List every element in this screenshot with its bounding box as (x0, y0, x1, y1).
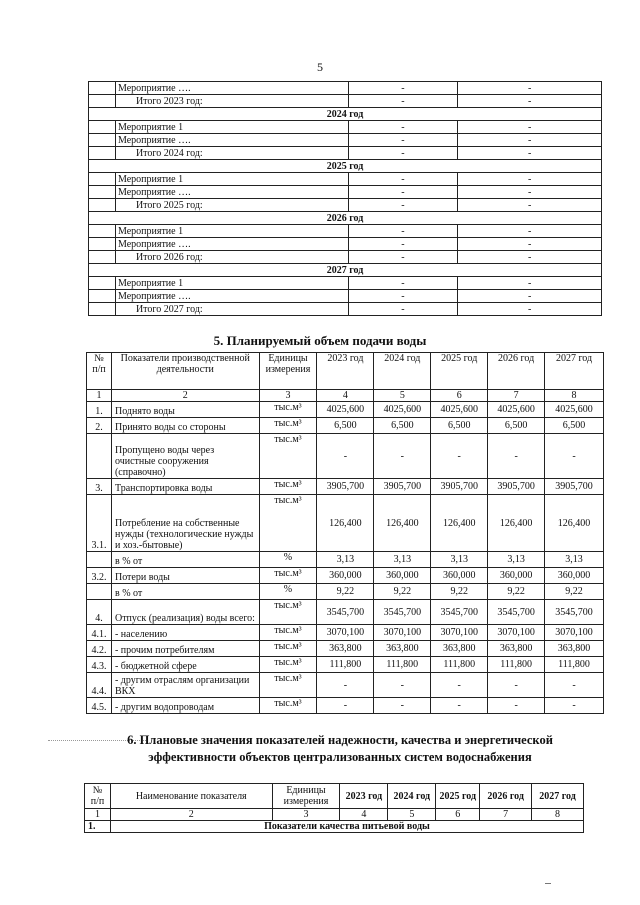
row-value: 360,000 (374, 568, 431, 584)
row-unit: тыс.м³ (259, 568, 317, 584)
schedule-cell-num (89, 173, 116, 186)
row-value: 3,13 (431, 552, 488, 568)
row-value: - (317, 673, 374, 698)
schedule-value: - (458, 186, 602, 199)
row-value: 111,800 (317, 657, 374, 673)
row-value: 3070,100 (545, 625, 604, 641)
column-index: 1 (85, 809, 111, 821)
row-value: - (545, 434, 604, 479)
schedule-value: - (458, 277, 602, 290)
row-value: - (317, 434, 374, 479)
index-row (87, 390, 604, 402)
column-header: 2026 год (480, 784, 532, 809)
schedule-row (89, 82, 602, 95)
row-value: 3545,700 (374, 600, 431, 625)
year-heading: 2026 год (89, 212, 602, 225)
section5-title: 5. Планируемый объем подачи воды (213, 333, 427, 348)
schedule-row (89, 264, 602, 277)
row-value: - (431, 698, 488, 714)
schedule-row (89, 251, 602, 264)
row-value: 360,000 (545, 568, 604, 584)
schedule-row (89, 303, 602, 316)
column-header: 2025 год (431, 353, 488, 390)
column-header: № п/п (85, 784, 111, 809)
row-value: 363,800 (374, 641, 431, 657)
column-header: 2023 год (317, 353, 374, 390)
schedule-row (89, 134, 602, 147)
row-value: 3070,100 (488, 625, 545, 641)
schedule-value: - (348, 121, 458, 134)
column-header: 2024 год (388, 784, 436, 809)
row-value: 363,800 (488, 641, 545, 657)
table-row (87, 568, 604, 584)
schedule-value: - (348, 173, 458, 186)
schedule-item-name: Мероприятие …. (115, 290, 348, 303)
row-name: - другим водопроводам (111, 698, 259, 714)
schedule-value: - (458, 290, 602, 303)
column-index: 4 (340, 809, 388, 821)
schedule-cell-num (89, 238, 116, 251)
schedule-cell-num (89, 95, 116, 108)
schedule-total-label: Итого 2026 год: (115, 251, 348, 264)
row-group-title: Показатели качества питьевой воды (110, 821, 583, 833)
row-unit: тыс.м³ (259, 479, 317, 495)
schedule-value: - (458, 303, 602, 316)
row-value: 3905,700 (545, 479, 604, 495)
row-name: Поднято воды (111, 402, 259, 418)
schedule-row (89, 160, 602, 173)
row-unit: тыс.м³ (259, 625, 317, 641)
column-index: 6 (436, 809, 480, 821)
table-row (87, 641, 604, 657)
row-unit: тыс.м³ (259, 657, 317, 673)
row-unit: тыс.м³ (259, 600, 317, 625)
row-value: 111,800 (431, 657, 488, 673)
schedule-cell-num (89, 303, 116, 316)
schedule-item-name: Мероприятие 1 (115, 277, 348, 290)
header-row (85, 784, 584, 809)
row-unit: тыс.м³ (259, 641, 317, 657)
row-value: 9,22 (317, 584, 374, 600)
row-number (87, 434, 112, 479)
row-number: 4.1. (87, 625, 112, 641)
row-unit: тыс.м³ (259, 418, 317, 434)
schedule-row (89, 121, 602, 134)
row-value: - (545, 698, 604, 714)
row-number: 4. (87, 600, 112, 625)
row-name: - населению (111, 625, 259, 641)
row-value: 3905,700 (317, 479, 374, 495)
row-value: 111,800 (545, 657, 604, 673)
table-row (87, 584, 604, 600)
schedule-value: - (458, 251, 602, 264)
schedule-item-name: Мероприятие 1 (115, 225, 348, 238)
table-row (87, 434, 604, 479)
table-row (87, 402, 604, 418)
column-header: 2025 год (436, 784, 480, 809)
row-number (87, 584, 112, 600)
row-unit: % (259, 552, 317, 568)
row-value: 9,22 (431, 584, 488, 600)
schedule-row (89, 199, 602, 212)
schedule-cell-num (89, 121, 116, 134)
row-value: 9,22 (488, 584, 545, 600)
column-header: Наименование показателя (110, 784, 272, 809)
schedule-row (89, 277, 602, 290)
schedule-cell-num (89, 199, 116, 212)
row-value: 4025,600 (317, 402, 374, 418)
row-value: 6,500 (317, 418, 374, 434)
row-number: 3.1. (87, 495, 112, 552)
row-value: 6,500 (545, 418, 604, 434)
schedule-value: - (458, 238, 602, 251)
row-value: 3,13 (545, 552, 604, 568)
row-unit: тыс.м³ (259, 673, 317, 698)
schedule-item-name: Мероприятие 1 (115, 121, 348, 134)
row-value: 3,13 (374, 552, 431, 568)
schedule-cell-num (89, 186, 116, 199)
row-value: 363,800 (431, 641, 488, 657)
schedule-row (89, 225, 602, 238)
row-value: 363,800 (545, 641, 604, 657)
row-number: 4.4. (87, 673, 112, 698)
table-row (87, 552, 604, 568)
row-value: 3070,100 (431, 625, 488, 641)
row-value: 360,000 (488, 568, 545, 584)
schedule-value: - (348, 290, 458, 303)
schedule-row (89, 186, 602, 199)
schedule-total-label: Итого 2025 год: (115, 199, 348, 212)
schedule-item-name: Мероприятие …. (115, 82, 348, 95)
column-header: 2026 год (488, 353, 545, 390)
column-header: Показатели производственной деятельности (111, 353, 259, 390)
row-value: - (317, 698, 374, 714)
column-header: 2024 год (374, 353, 431, 390)
row-value: 3545,700 (317, 600, 374, 625)
water-supply-table (86, 352, 604, 714)
row-value: - (431, 673, 488, 698)
row-value: - (374, 698, 431, 714)
row-value: 4025,600 (374, 402, 431, 418)
row-value: - (374, 673, 431, 698)
schedule-cell-num (89, 225, 116, 238)
column-index: 8 (532, 809, 584, 821)
schedule-value: - (458, 134, 602, 147)
row-value: 126,400 (317, 495, 374, 552)
row-value: 363,800 (317, 641, 374, 657)
column-header: 2027 год (532, 784, 584, 809)
row-name: Отпуск (реализация) воды всего: (111, 600, 259, 625)
row-number: 3. (87, 479, 112, 495)
schedule-item-name: Мероприятие …. (115, 186, 348, 199)
row-unit: тыс.м³ (259, 495, 317, 552)
year-heading: 2025 год (89, 160, 602, 173)
column-header: № п/п (87, 353, 112, 390)
schedule-row (89, 212, 602, 225)
row-value: 3905,700 (431, 479, 488, 495)
row-name: Потери воды (111, 568, 259, 584)
schedule-value: - (348, 303, 458, 316)
schedule-row (89, 147, 602, 160)
row-name: Пропущено воды через очистные сооружения (справочно) (111, 434, 259, 479)
row-value: 126,400 (545, 495, 604, 552)
year-heading: 2027 год (89, 264, 602, 277)
schedule-value: - (348, 251, 458, 264)
schedule-row (89, 108, 602, 121)
row-value: - (545, 673, 604, 698)
schedule-value: - (458, 121, 602, 134)
schedule-value: - (458, 173, 602, 186)
schedule-value: - (458, 82, 602, 95)
schedule-cell-num (89, 251, 116, 264)
schedule-row (89, 95, 602, 108)
schedule-value: - (348, 134, 458, 147)
schedule-value: - (348, 186, 458, 199)
row-number (87, 552, 112, 568)
row-name: в % от (111, 584, 259, 600)
row-value: - (431, 434, 488, 479)
row-value: 360,000 (431, 568, 488, 584)
table-row (87, 625, 604, 641)
row-value: 3545,700 (545, 600, 604, 625)
row-value: 3,13 (317, 552, 374, 568)
column-header: Единицы измерения (272, 784, 340, 809)
schedule-value: - (348, 238, 458, 251)
row-unit: тыс.м³ (259, 402, 317, 418)
table-row (87, 495, 604, 552)
schedule-cell-num (89, 290, 116, 303)
row-value: 3905,700 (488, 479, 545, 495)
table-row (85, 821, 584, 833)
row-value: 4025,600 (488, 402, 545, 418)
schedule-value: - (348, 147, 458, 160)
row-unit: % (259, 584, 317, 600)
row-value: 3070,100 (317, 625, 374, 641)
row-number: 1. (85, 821, 111, 833)
schedule-total-label: Итого 2024 год: (115, 147, 348, 160)
row-name: в % от (111, 552, 259, 568)
row-unit: тыс.м³ (259, 434, 317, 479)
column-index: 4 (317, 390, 374, 402)
schedule-value: - (348, 277, 458, 290)
row-value: 360,000 (317, 568, 374, 584)
schedule-cell-num (89, 277, 116, 290)
row-number: 2. (87, 418, 112, 434)
schedule-total-label: Итого 2023 год: (115, 95, 348, 108)
page-number: 5 (317, 60, 323, 74)
row-value: 9,22 (374, 584, 431, 600)
table-row (87, 479, 604, 495)
schedule-cell-num (89, 82, 116, 95)
column-index: 1 (87, 390, 112, 402)
schedule-total-label: Итого 2027 год: (115, 303, 348, 316)
row-value: 3545,700 (488, 600, 545, 625)
row-name: - прочим потребителям (111, 641, 259, 657)
column-index: 5 (388, 809, 436, 821)
schedule-row (89, 173, 602, 186)
row-value: - (374, 434, 431, 479)
column-index: 8 (545, 390, 604, 402)
schedule-value: - (458, 95, 602, 108)
row-value: 3905,700 (374, 479, 431, 495)
row-value: - (488, 698, 545, 714)
row-value: 126,400 (488, 495, 545, 552)
row-number: 3.2. (87, 568, 112, 584)
schedule-item-name: Мероприятие 1 (115, 173, 348, 186)
row-value: 3,13 (488, 552, 545, 568)
schedule-value: - (348, 225, 458, 238)
column-index: 2 (110, 809, 272, 821)
schedule-row (89, 238, 602, 251)
schedule-value: - (458, 225, 602, 238)
schedule-item-name: Мероприятие …. (115, 134, 348, 147)
row-name: Потребление на собственные нужды (технологические нужды и хоз.-бытовые) (111, 495, 259, 552)
schedule-value: - (458, 147, 602, 160)
schedule-value: - (458, 199, 602, 212)
column-index: 3 (272, 809, 340, 821)
column-header: 2023 год (340, 784, 388, 809)
column-index: 7 (480, 809, 532, 821)
row-number: 1. (87, 402, 112, 418)
row-name: - другим отраслям организации ВКХ (111, 673, 259, 698)
row-value: 9,22 (545, 584, 604, 600)
schedule-table (88, 81, 602, 316)
row-number: 4.5. (87, 698, 112, 714)
year-heading: 2024 год (89, 108, 602, 121)
column-index: 6 (431, 390, 488, 402)
schedule-cell-num (89, 147, 116, 160)
schedule-cell-num (89, 134, 116, 147)
column-index: 7 (488, 390, 545, 402)
column-index: 2 (111, 390, 259, 402)
schedule-value: - (348, 199, 458, 212)
schedule-item-name: Мероприятие …. (115, 238, 348, 251)
row-value: 6,500 (488, 418, 545, 434)
table-row (87, 698, 604, 714)
section6-title: 6. Плановые значения показателей надежности, качества и энергетической эффективности объектов централизованных систем водоснабжения (127, 733, 553, 764)
row-value: 3545,700 (431, 600, 488, 625)
row-number: 4.2. (87, 641, 112, 657)
index-row (85, 809, 584, 821)
schedule-row (89, 290, 602, 303)
row-name: - бюджетной сфере (111, 657, 259, 673)
scan-mark (545, 883, 551, 884)
row-value: 111,800 (374, 657, 431, 673)
schedule-value: - (348, 95, 458, 108)
column-index: 5 (374, 390, 431, 402)
row-value: 6,500 (431, 418, 488, 434)
row-value: 126,400 (374, 495, 431, 552)
schedule-value: - (348, 82, 458, 95)
table-row (87, 673, 604, 698)
table-row (87, 600, 604, 625)
row-number: 4.3. (87, 657, 112, 673)
row-value: - (488, 434, 545, 479)
row-value: 4025,600 (545, 402, 604, 418)
row-value: - (488, 673, 545, 698)
table-row (87, 418, 604, 434)
row-value: 111,800 (488, 657, 545, 673)
row-name: Принято воды со стороны (111, 418, 259, 434)
row-value: 4025,600 (431, 402, 488, 418)
column-index: 3 (259, 390, 317, 402)
indicators-table (84, 783, 584, 833)
column-header: 2027 год (545, 353, 604, 390)
row-value: 126,400 (431, 495, 488, 552)
header-row (87, 353, 604, 390)
row-value: 3070,100 (374, 625, 431, 641)
row-unit: тыс.м³ (259, 698, 317, 714)
table-row (87, 657, 604, 673)
row-value: 6,500 (374, 418, 431, 434)
row-name: Транспортировка воды (111, 479, 259, 495)
column-header: Единицы измерения (259, 353, 317, 390)
